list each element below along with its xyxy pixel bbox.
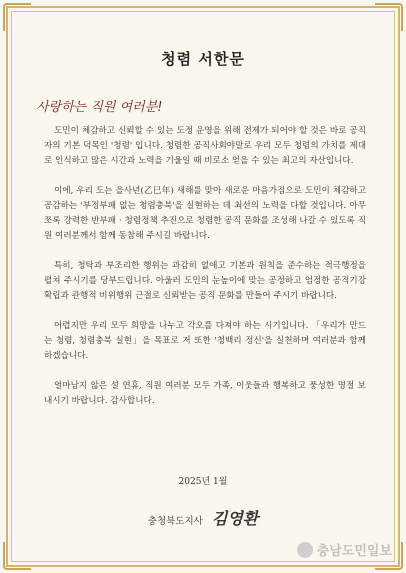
paragraph: 이에, 우리 도는 을사년(乙巳年) 새해를 맞아 새로운 마음가짐으로 도민이 체감하고 공감하는 '부정부패 없는 청렴충북'을 실현하는 데 최선의 노력을 다할 것입니다. 아무쪼록 강력한 반부패 · 청렴정책 추진으로 청렴한 공직 문화를 조성해 나갈 수 있도록 직원 여러분께서 함께 동참해 주시길 바랍니다. [44, 186, 366, 241]
paragraph: 얼마남지 않은 설 연휴, 직원 여러분 모두 가족, 이웃들과 행복하고 풍성한 명절 보내시기 바랍니다. 감사합니다. [44, 381, 366, 406]
paragraph: 특히, 청탁과 부조리한 행위는 과감히 없애고 기본과 원칙을 준수하는 적극행정을 펼쳐 주시기를 당부드립니다. 아울러 도민의 눈높이에 맞는 공정하고 엄정한 공직기강 확립과 관행적 비위행위 근절로 신뢰받는 공직 문화를 만들어 주시기 바랍니다. [44, 261, 366, 301]
signer-title: 충청북도지사 [147, 516, 203, 527]
letter-body [44, 124, 366, 424]
signer-signature: 김영환 [211, 509, 259, 528]
paragraph: 도민이 체감하고 신뢰할 수 있는 도정 운영을 위해 전제가 되어야 할 것은 바로 공직자의 기본 덕목인 '청렴' 입니다. 청렴한 공직사회야말로 우리 모두 청렴의 가치를 제대로 인식하고 많은 시간과 노력을 기울일 때 비로소 얻을 수 있는 최고의 자산입니다. [44, 126, 366, 166]
greeting: 사랑하는 직원 여러분! [36, 100, 163, 115]
paragraph: 어렵지만 우리 모두 희망을 나누고 각오를 다져야 하는 시기입니다. 「우리가 만드는 청렴, 청렴충북 실현」을 목표로 저 또한 '청백리 정신'을 실천하며 여러분과 함께 하겠습니다. [44, 321, 366, 361]
corner-ornament [3, 3, 31, 31]
corner-ornament [3, 542, 31, 570]
letter-title: 청렴 서한문 [161, 50, 245, 68]
watermark-icon [297, 542, 313, 558]
corner-ornament [375, 3, 403, 31]
letter-date: 2025년 1월 [178, 477, 228, 487]
watermark-logo [297, 540, 392, 559]
signature-block [0, 506, 406, 529]
watermark-text: 충남도민일보 [316, 544, 392, 559]
